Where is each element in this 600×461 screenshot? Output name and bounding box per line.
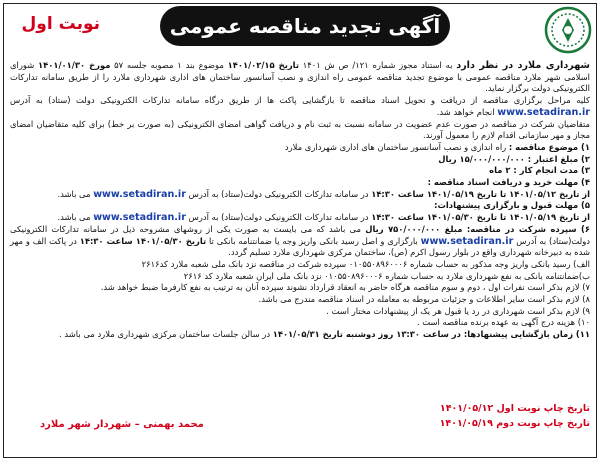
- notice-body: [10, 60, 590, 341]
- item-4-text: در سامانه تدارکات الکترونیکی دولت(ستاد) به آدرس: [185, 188, 372, 199]
- intro-text-1: به استناد مجوز شماره ۱۲۱/ ص ش ۱۴۰۱: [298, 60, 457, 70]
- item-11: [10, 329, 590, 341]
- item-4-label: ۴) مهلت خرید و دریافت اسناد مناقصه :: [427, 177, 590, 188]
- item-6: [10, 224, 590, 259]
- item-4: [10, 189, 590, 201]
- item-5: [10, 212, 590, 224]
- item-5-dates: از تاریخ ۱۴۰۱/۰۵/۱۹ تا تاریخ ۱۴۰۱/۰۵/۳۰ ساعت ۱۴:۳۰: [371, 212, 590, 223]
- item-11-date: در ساعت ۱۳:۳۰ روز دوشنبه تاریخ ۱۴۰۱/۰۵/۳۱: [272, 329, 464, 340]
- item-1-label: ۱) موضوع مناقصه :: [508, 141, 590, 152]
- mayor-signature: محمد بهمنی – شهردار شهر ملارد: [40, 419, 204, 430]
- item-6-a: الف) رسید بانکی واریز وجه مذکور به حساب شماره ۰۱۰۵۵۰۸۹۶۰۰۰۶ سپرده شرکت در مناقصه نزد بانک ملی شعبه ملارد کد۲۶۱۶: [141, 258, 590, 269]
- notice-footer: [10, 393, 590, 455]
- item-4-end: می باشد.: [57, 188, 94, 199]
- item-2: ۲) مبلغ اعتبار : ۱۵/۰۰۰/۰۰۰/۰۰۰ ریال: [438, 153, 590, 164]
- item-5-label: ۵) مهلت قبول و بارگزاری پیشنهادات:: [434, 200, 590, 211]
- title-banner: [160, 6, 450, 46]
- setad-link-1[interactable]: www.setadiran.ir: [497, 106, 590, 118]
- setad-link-2[interactable]: www.setadiran.ir: [93, 188, 186, 200]
- round-label: نوبت اول: [21, 14, 100, 34]
- process-end: انجام خواهد شد.: [436, 106, 498, 117]
- print-date-2-value: ۱۴۰۱/۰۵/۱۹: [439, 418, 493, 429]
- intro-date-2: مورخ ۱۴۰۱/۰۱/۳۰: [38, 60, 111, 70]
- item-11-end: در سالن جلسات ساختمان مرکزی شهرداری ملارد می باشد .: [59, 329, 273, 340]
- item-9: ۹) لازم بذکر است شهرداری در رد یا قبول هر یک از پیشنهادات مختار است .: [326, 305, 590, 316]
- item-5-text: در سامانه تدارکات الکترونیکی دولت(ستاد) به آدرس: [185, 212, 372, 223]
- item-6-text-a: می باشد که می بایست به صورت یکی از روشهای مشروحه ذیل در سامانه تدارکات الکترونیکی دولت(ستاد) به آدرس: [10, 223, 590, 246]
- item-5-end: می باشد.: [57, 212, 94, 223]
- item-11-label: ۱۱) زمان بازگشایی پیشنهادها:: [463, 329, 590, 340]
- print-date-1-label: تاریخ چاپ نوبت اول: [496, 403, 590, 414]
- print-date-1: [440, 401, 590, 416]
- item-1-value: راه اندازی و نصب آسانسور ساختمان های اداری شهرداری ملارد: [284, 141, 509, 152]
- item-7: ۷) لازم بذکر است نفرات اول ، دوم و سوم مناقصه هرگاه حاضر به انعقاد قرارداد نشوند سپرده آنان به ترتیب به نفع کارفرما ضبط خواهد شد.: [100, 282, 590, 293]
- print-dates: [440, 401, 590, 431]
- item-6-text-c: در پاکت الف و مهر شده به دبیرخانه شهرداری واقع در بلوار رسول اکرم (ص)، ساختمان مرکزی شهرداری ملارد تسلیم گردد.: [10, 235, 590, 258]
- item-6-b: ب)ضمانتنامه بانکی به نفع شهرداری ملارد به حساب شماره ۰۱۰۵۵۰۸۹۶۰۰۰۶ نزد بانک ملی ایران شعبه ملارد کد ۲۶۱۶: [183, 270, 590, 281]
- setad-link-4[interactable]: www.setadiran.ir: [420, 235, 514, 247]
- paragraph-applicants: متقاضیان شرکت در مناقصه در صورت عدم عضویت در سامانه نسبت به ثبت نام و دریافت گواهی امضای الکترونیکی (به صورت بر خط) برای کلیه متقاضیان امضای مجاز و مهر سازمانی اقدام لازم را معمول آورند.: [10, 118, 590, 141]
- print-date-2: [440, 416, 590, 431]
- item-4-dates: از تاریخ ۱۴۰۱/۰۵/۱۲ تا تاریخ ۱۴۰۱/۰۵/۱۹ ساعت ۱۴:۳۰: [371, 188, 590, 199]
- item-6-text-b: بارگزاری و اصل رسید بانکی واریز وجه یا ضمانتنامه بانکی تا: [206, 235, 421, 246]
- intro-text-3: شورای اسلامی شهر ملارد مناقصه عمومی با موضوع تجدید مناقصه عمومی راه اندازی و نصب آسانسور ساختمان های اداری شهرداری ملارد را از طریق سامانه تدارکات الکترونیکی دولت برگزار نماید.: [10, 60, 590, 94]
- intro-lead: شهرداری ملارد در نظر دارد: [456, 60, 590, 71]
- notice-header: [0, 0, 600, 58]
- print-date-1-value: ۱۴۰۱/۰۵/۱۲: [439, 403, 494, 414]
- item-10: ۱۰) هزینه درج آگهی به عهده برنده مناقصه است .: [416, 317, 590, 328]
- municipality-seal-icon: [544, 6, 592, 54]
- intro-text-2: موضوع بند ۱ مصوبه جلسه ۵۷: [110, 60, 228, 70]
- paragraph-process: [10, 95, 590, 118]
- notice-title: آگهی تجدید مناقصه عمومی: [169, 14, 441, 38]
- intro-date-1: تاریخ ۱۴۰۱/۰۲/۱۵: [227, 60, 299, 70]
- process-text: کلیه مراحل برگزاری مناقصه از دریافت و تحویل اسناد مناقصه تا بازگشایی پاکت ها از طریق درگاه سامانه تدارکات الکترونیکی دولت (ستاد) به آدرس: [10, 95, 590, 106]
- item-6-label: ۶) سپرده شرکت در مناقصه: مبلغ ۷۵۰/۰۰۰/۰۰۰ ریال: [365, 223, 591, 234]
- print-date-2-label: تاریخ چاپ نوبت دوم: [496, 418, 590, 429]
- item-3: ۳) مدت انجام کار : ۲ ماه: [489, 165, 590, 176]
- item-6-date: تاریخ ۱۴۰۱/۰۵/۳۰ ساعت ۱۴:۳۰: [79, 235, 207, 246]
- paragraph-intro: [10, 60, 590, 95]
- setad-link-3[interactable]: www.setadiran.ir: [93, 212, 186, 224]
- item-1: [10, 142, 590, 154]
- item-8: ۸) لازم بذکر است سایر اطلاعات و جزئیات مربوطه به معامله در اسناد مناقصه مندرج می باشد.: [258, 294, 590, 305]
